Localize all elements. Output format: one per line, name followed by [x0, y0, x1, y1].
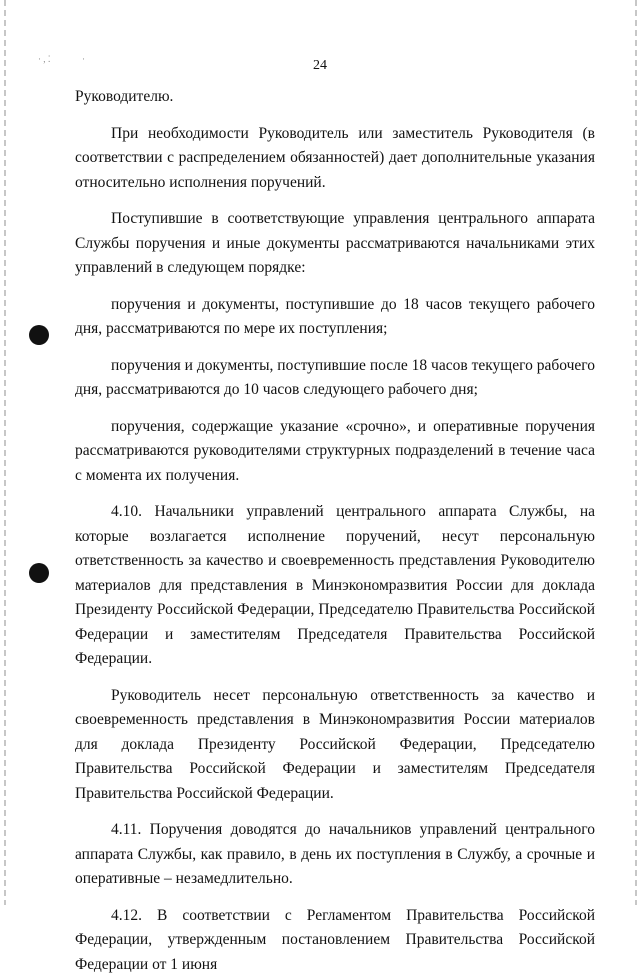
- paragraph-4: поручения и документы, поступившие до 18 часов текущего рабочего дня, рассматриваются по мере их поступления;: [75, 293, 595, 342]
- scan-speck: · , ⁚: [38, 54, 51, 65]
- paragraph-2: При необходимости Руководитель или заместитель Руководителя (в соответствии с распределением обязанностей) дает дополнительные указания относительно исполнения поручений.: [75, 122, 595, 196]
- paragraph-5: поручения и документы, поступившие после 18 часов текущего рабочего дня, рассматриваются до 10 часов следующего рабочего дня;: [75, 354, 595, 403]
- scan-right-edge: [635, 0, 637, 905]
- paragraph-9: 4.11. Поручения доводятся до начальников управлений центрального аппарата Службы, как правило, в день их поступления в Службу, а срочные и оперативные – незамедлительно.: [75, 818, 595, 892]
- document-body: [75, 85, 595, 977]
- paragraph-10: 4.12. В соответствии с Регламентом Правительства Российской Федерации, утвержденным постановлением Правительства Российской Федерации от 1 июня: [75, 904, 595, 977]
- punch-hole-top: [29, 325, 49, 345]
- paragraph-3: Поступившие в соответствующие управления центрального аппарата Службы поручения и иные документы рассматриваются начальниками этих управлений в следующем порядке:: [75, 207, 595, 281]
- paragraph-1: Руководителю.: [75, 85, 595, 110]
- paragraph-6: поручения, содержащие указание «срочно», и оперативные поручения рассматриваются руководителями структурных подразделений в течение часа с момента их получения.: [75, 415, 595, 489]
- paragraph-7: 4.10. Начальники управлений центрального аппарата Службы, на которые возлагается исполнение поручений, несут персональную ответственность за качество и своевременность представления Руководителю материалов для представления в Минэкономразвития России для доклада Президенту Российской Федерации, Председателю Правительства Российской Федерации и заместителям Председателя Правительства Российской Федерации.: [75, 500, 595, 672]
- punch-hole-bottom: [29, 563, 49, 583]
- page-number: 24: [0, 58, 640, 74]
- scan-left-edge: [4, 0, 6, 905]
- scan-speck: ·: [82, 54, 85, 64]
- paragraph-8: Руководитель несет персональную ответственность за качество и своевременность представления в Минэкономразвития России материалов для доклада Президенту Российской Федерации, Председателю Правительства Российской Федерации и заместителям Председателя Правительства Российской Федерации.: [75, 684, 595, 807]
